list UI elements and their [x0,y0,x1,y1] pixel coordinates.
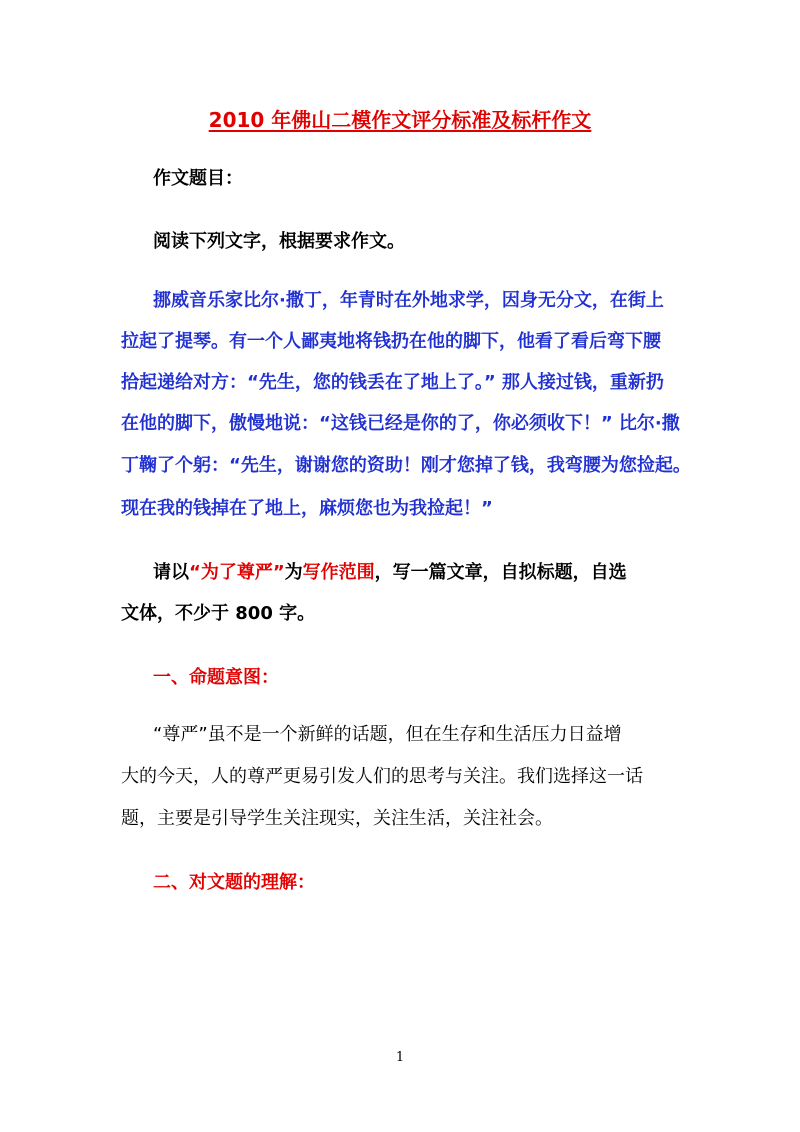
story-line: 在他的脚下，傲慢地说：“这钱已经是你的了，你必须收下！” 比尔·撒 [121,413,680,434]
quoted-topic: “为了尊严” [189,562,285,583]
requirement-text: 为 [284,562,303,583]
story-line: 丁鞠了个躬：“先生，谢谢您的资助！刚才您掉了钱，我弯腰为您捡起。 [121,455,691,476]
requirement-text: 请以 [153,562,189,583]
instruction-text: 阅读下列文字，根据要求作文。 [153,231,405,252]
paragraph-line: 大的今天，人的尊严更易引发人们的思考与关注。我们选择这一话 [121,766,643,787]
document-title: 2010 年佛山二模作文评分标准及标杆作文 [208,108,592,132]
task-label: 作文题目： [153,168,243,189]
story-line: 拉起了提琴。有一个人鄙夷地将钱扔在他的脚下，他看了看后弯下腰 [121,331,661,352]
requirement-text: ，写一篇文章，自拟标题，自选 [374,562,627,583]
story-line: 拾起递给对方：“先生，您的钱丢在了地上了。” 那人接过钱，重新扔 [121,372,664,393]
story-line: 现在我的钱掉在了地上，麻烦您也为我捡起！” [121,498,493,519]
section-heading: 一、命题意图： [153,667,279,688]
requirement-line-2: 文体，不少于 800 字。 [121,603,316,624]
section-heading: 二、对文题的理解： [153,872,315,893]
page-number: 1 [395,1050,405,1065]
requirement-line-1 [153,560,627,586]
writing-scope: 写作范围 [302,562,375,583]
paragraph-line: 题，主要是引导学生关注现实，关注生活，关注社会。 [121,808,553,829]
paragraph-line: “尊严”虽不是一个新鲜的话题，但在生存和生活压力日益增 [153,724,622,745]
story-line: 挪威音乐家比尔·撒丁，年青时在外地求学，因身无分文，在街上 [153,290,664,311]
